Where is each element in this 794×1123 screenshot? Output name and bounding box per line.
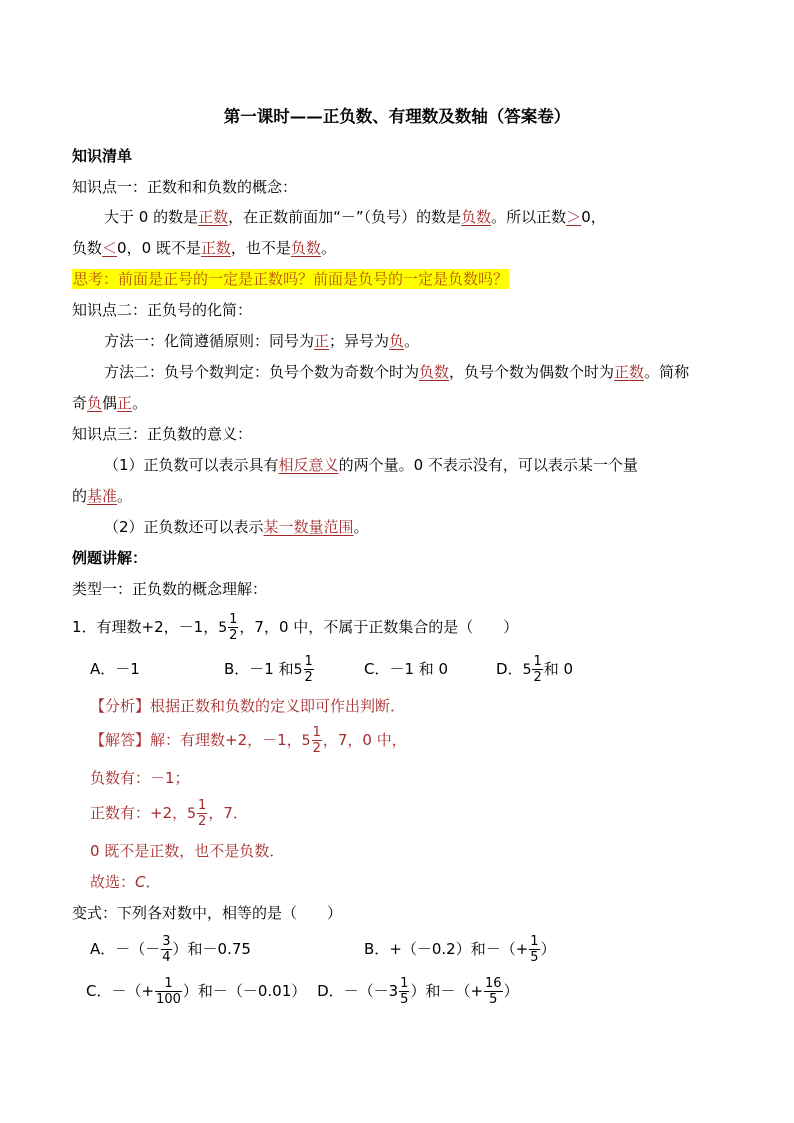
blank-answer: 正 — [117, 394, 133, 412]
point3-heading: 知识点三：正负数的意义： — [72, 425, 253, 443]
type1-heading: 类型一：正负数的概念理解： — [72, 580, 268, 598]
point2-method1: 方法一：化简遵循原则：同号为正；异号为负。 — [104, 332, 420, 350]
variant-option-c: C．－（+ $\frac{1}{100}$ ）和－（－0.01） — [86, 976, 307, 1007]
blank-answer: 负数 — [461, 208, 492, 226]
think-question — [72, 269, 509, 289]
question-1-stem: 1．有理数+2，－1，5 $\frac{1}{2}$ ，7，0 中，不属于正数集合的是（ ） — [72, 612, 519, 643]
point2-method2: 方法二：负号个数判定：负号个数为奇数个时为负数，负号个数为偶数个时为正数。简称 — [104, 363, 690, 381]
blank-answer: 正数 — [200, 239, 231, 257]
blank-answer: 正数 — [614, 363, 645, 381]
fraction: $\frac{1}{5}$ — [530, 934, 539, 965]
fraction: $\frac{1}{100}$ — [156, 976, 181, 1007]
highlighted-text: 思考：前面是正号的一定是正数吗？前面是负号的一定是负数吗？ — [73, 270, 509, 288]
fraction: $\frac{3}{4}$ — [162, 934, 171, 965]
fraction: $\frac{1}{2}$ — [304, 654, 313, 685]
blank-answer: 负 — [389, 332, 405, 350]
point3-sentence1: （1）正负数可以表示具有相反意义的两个量。0 不表示没有，可以表示某一个量 — [104, 456, 638, 474]
point2-method2-cont: 奇负偶正。 — [72, 394, 148, 412]
blank-answer: 负数 — [290, 239, 321, 257]
option-d: D．5 $\frac{1}{2}$ 和 0 — [496, 654, 574, 685]
option-b: B．－1 和5 $\frac{1}{2}$ — [224, 654, 313, 685]
analysis: 【分析】根据正数和负数的定义即可作出判断． — [90, 697, 406, 715]
blank-answer: 正 — [314, 332, 330, 350]
variant-options-row2 — [86, 973, 706, 1009]
variant-option-b: B．+（－0.2）和－（+ $\frac{1}{5}$ ） — [364, 934, 556, 965]
fraction: $\frac{1}{2}$ — [312, 725, 321, 756]
solution: 【解答】解：有理数+2，－1，5 $\frac{1}{2}$ ，7，0 中， — [90, 725, 407, 756]
zero-note: 0 既不是正数，也不是负数． — [90, 842, 285, 860]
answer-choice: 故选：C． — [90, 873, 161, 891]
point2-heading: 知识点二：正负号的化简： — [72, 301, 253, 319]
point1-heading: 知识点一：正数和和负数的概念： — [72, 178, 298, 196]
blank-answer: 负数 — [419, 363, 450, 381]
option-c: C．－1 和 0 — [364, 660, 449, 678]
point3-sentence1-cont: 的基准。 — [72, 487, 133, 505]
negative-numbers: 负数有：－1； — [90, 769, 190, 787]
section-heading-examples: 例题讲解： — [72, 549, 148, 567]
variant-stem: 变式：下列各对数中，相等的是（ ） — [72, 904, 343, 922]
point1-line1: 大于 0 的数是正数，在正数前面加“－”（负号）的数是负数。所以正数＞0， — [104, 208, 606, 226]
point1-line2: 负数＜0，0 既不是正数，也不是负数。 — [72, 239, 336, 257]
page-title: 第一课时——正负数、有理数及数轴（答案卷） — [223, 107, 571, 126]
variant-option-d: D．－（－3 $\frac{1}{5}$ ）和－（+ $\frac{16}{5}$ ） — [317, 976, 519, 1007]
blank-answer: 负 — [87, 394, 103, 412]
blank-answer: 正数 — [198, 208, 229, 226]
positive-numbers: 正数有：+2，5 $\frac{1}{2}$ ，7． — [90, 798, 248, 829]
option-a: A．－1 — [90, 660, 140, 678]
variant-option-a: A．－（－ $\frac{3}{4}$ ）和－0.75 — [90, 934, 251, 965]
blank-answer: 基准 — [87, 487, 118, 505]
fraction: $\frac{1}{2}$ — [533, 654, 542, 685]
point3-sentence2: （2）正负数还可以表示某一数量范围。 — [104, 518, 369, 536]
blank-answer: 某一数量范围 — [263, 518, 354, 536]
blank-answer: ＜ — [102, 239, 118, 257]
section-heading-knowledge: 知识清单 — [72, 147, 133, 165]
fraction: $\frac{16}{5}$ — [485, 976, 502, 1007]
fraction: $\frac{1}{5}$ — [400, 976, 409, 1007]
blank-answer: 相反意义 — [278, 456, 339, 474]
fraction: $\frac{1}{2}$ — [198, 798, 207, 829]
blank-answer: ＞ — [566, 208, 582, 226]
fraction: $\frac{1}{2}$ — [229, 612, 238, 643]
